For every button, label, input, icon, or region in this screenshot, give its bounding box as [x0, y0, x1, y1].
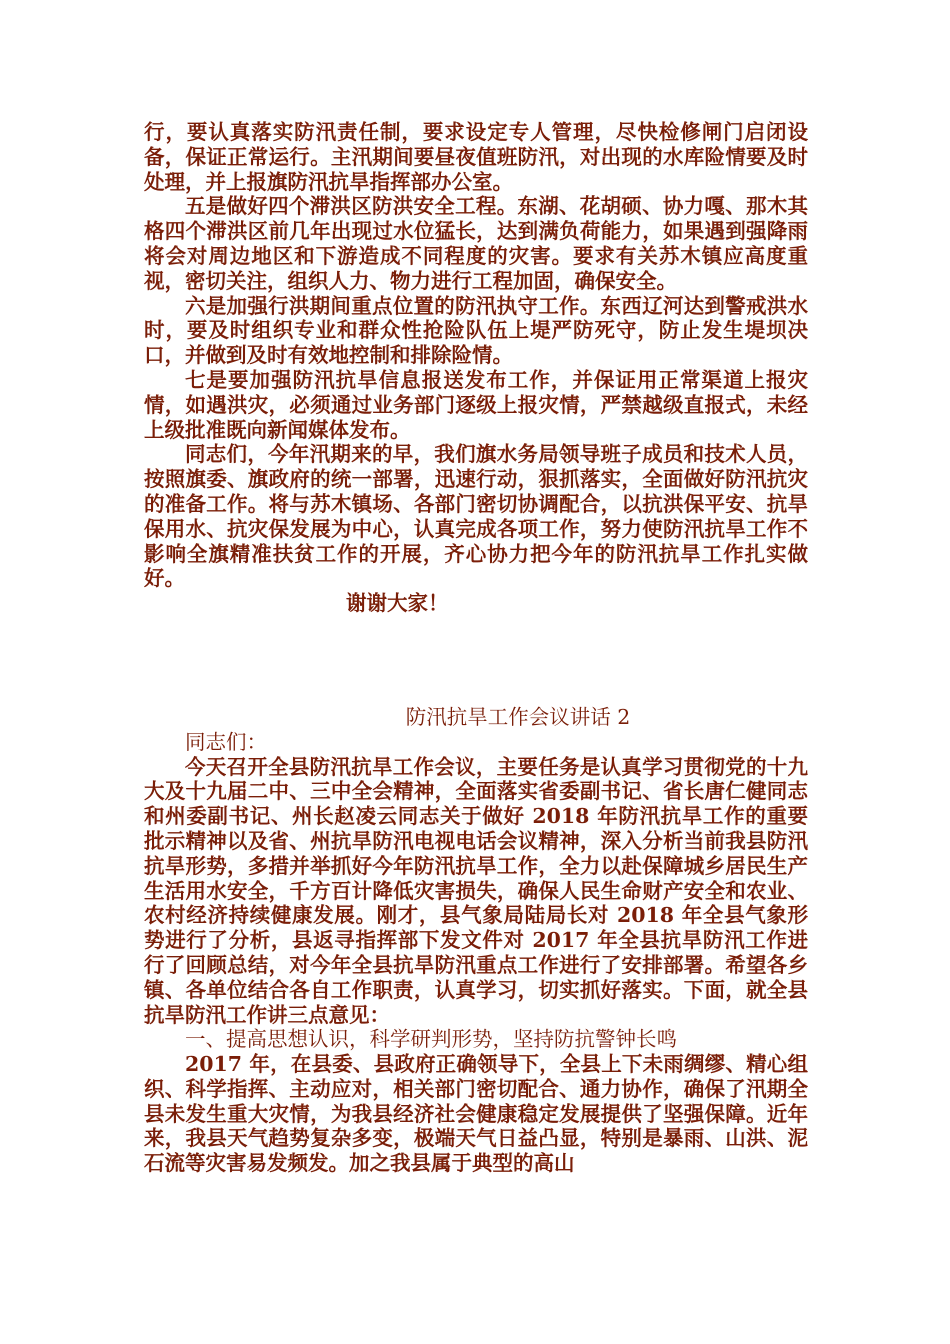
- paragraph: 同志们，今年汛期来的早，我们旗水务局领导班子成员和技术人员，按照旗委、旗政府的统一部署，迅速行动，狠抓落实，全面做好防汛抗灾的准备工作。将与苏木镇场、各部门密切协调配合，以抗洪保平安、抗旱保用水、抗灾保发展为中心，认真完成各项工作，努力使防汛抗旱工作不影响全旗精准扶贫工作的开展，齐心协力把今年的防汛抗旱工作扎实做好。: [144, 442, 808, 591]
- paragraph: 今天召开全县防汛抗旱工作会议，主要任务是认真学习贯彻党的十九大及十九届二中、三中全会精神，全面落实省委副书记、省长唐仁健同志和州委副书记、州长赵凌云同志关于做好 2018 年防汛抗旱工作的重要批示精神以及省、州抗旱防汛电视电话会议精神，深入分析当前我县防汛抗旱形势，多措并举抓好今年防汛抗旱工作，全力以赴保障城乡居民生产生活用水安全，千方百计降低灾害损失，确保人民生命财产安全和农业、农村经济持续健康发展。刚才，县气象局陆局长对 2018 年全县气象形势进行了分析，县返寻指挥部下发文件对 2017 年全县抗旱防汛工作进行了回顾总结，对今年全县抗旱防汛重点工作进行了安排部署。希望各乡镇、各单位结合各自工作职责，认真学习，切实抓好落实。下面，就全县抗旱防汛工作讲三点意见：: [144, 754, 808, 1027]
- section-title: 防汛抗旱工作会议讲话 2: [405, 704, 631, 729]
- greeting: 同志们：: [185, 729, 267, 754]
- closing-thanks: 谢谢大家！: [346, 591, 449, 616]
- paragraph: 六是加强行洪期间重点位置的防汛执守工作。东西辽河达到警戒洪水时，要及时组织专业和群众性抢险队伍上堤严防死守，防止发生堤坝决口，并做到及时有效地控制和排除险情。: [144, 293, 808, 368]
- section-heading: 一、提高思想认识，科学研判形势，坚持防抗警钟长鸣: [185, 1027, 677, 1052]
- paragraph: 行，要认真落实防汛责任制，要求设定专人管理，尽快检修闸门启闭设备，保证正常运行。主汛期间要昼夜值班防汛，对出现的水库险情要及时处理，并上报旗防汛抗旱指挥部办公室。: [144, 120, 808, 194]
- paragraph: 七是要加强防汛抗旱信息报送发布工作，并保证用正常渠道上报灾情，如遇洪灾，必须通过业务部门逐级上报灾情，严禁越级直报式，未经上级批准既向新闻媒体发布。: [144, 367, 808, 442]
- paragraph: 2017 年，在县委、县政府正确领导下，全县上下未雨绸缪、精心组织、科学指挥、主动应对，相关部门密切配合、通力协作，确保了汛期全县未发生重大灾情，为我县经济社会健康稳定发展提供了坚强保障。近年来，我县天气趋势复杂多变，极端天气日益凸显，特别是暴雨、山洪、泥石流等灾害易发频发。加之我县属于典型的高山: [144, 1052, 808, 1176]
- paragraph: 五是做好四个滞洪区防洪安全工程。东湖、花胡硕、协力嘎、那木其格四个滞洪区前几年出现过水位猛长，达到满负荷能力，如果遇到强降雨将会对周边地区和下游造成不同程度的灾害。要求有关苏木镇应高度重视，密切关注，组织人力、物力进行工程加固，确保安全。: [144, 194, 808, 293]
- section-gap: [144, 616, 808, 705]
- document-page: [144, 120, 808, 1176]
